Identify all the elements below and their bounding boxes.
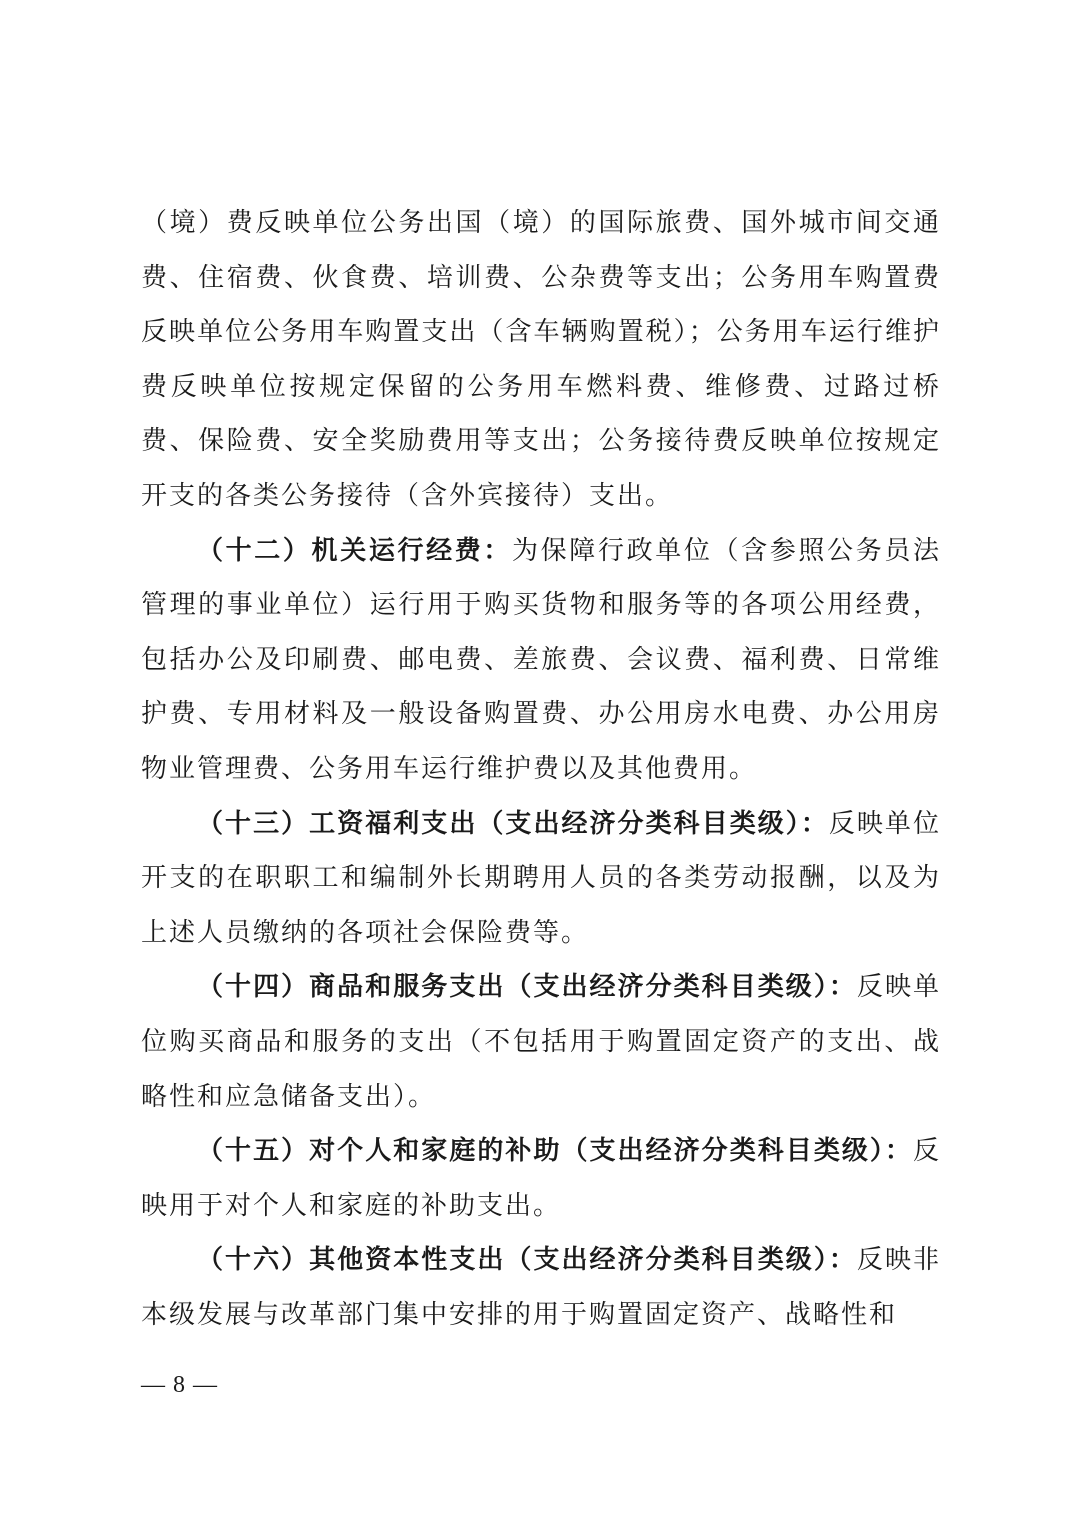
paragraph-section-15 (141, 1124, 941, 1233)
paragraph-text: （境）费反映单位公务出国（境）的国际旅费、国外城市间交通费、住宿费、伙食费、培训费、公杂费等支出；公务用车购置费反映单位公务用车购置支出（含车辆购置税）；公务用车运行维护费反映单位按规定保留的公务用车燃料费、维修费、过路过桥费、保险费、安全奖励费用等支出；公务接待费反映单位按规定开支的各类公务接待（含外宾接待）支出。 (141, 208, 941, 511)
paragraph-text: 反映单位购买商品和服务的支出（不包括用于购置固定资产的支出、战略性和应急储备支出）。 (141, 972, 941, 1112)
page-number: — 8 — (141, 1372, 218, 1398)
document-body (141, 196, 941, 1342)
paragraph-section-13 (141, 797, 941, 961)
paragraph-heading: （十四）商品和服务支出（支出经济分类科目类级）： (197, 972, 857, 1003)
paragraph-text: 反映用于对个人和家庭的补助支出。 (141, 1136, 941, 1221)
paragraph-section-16 (141, 1233, 941, 1342)
paragraph-text: 为保障行政单位（含参照公务员法管理的事业单位）运行用于购买货物和服务等的各项公用经费，包括办公及印刷费、邮电费、差旅费、会议费、福利费、日常维护费、专用材料及一般设备购置费、办公用房水电费、办公用房物业管理费、公务用车运行维护费以及其他费用。 (141, 535, 941, 784)
paragraph-heading: （十三）工资福利支出（支出经济分类科目类级）： (197, 808, 829, 839)
paragraph-text: 反映非本级发展与改革部门集中安排的用于购置固定资产、战略性和 (141, 1245, 941, 1330)
paragraph-heading: （十六）其他资本性支出（支出经济分类科目类级）： (197, 1245, 857, 1276)
paragraph-continuation (141, 196, 941, 524)
paragraph-section-12 (141, 524, 941, 797)
paragraph-heading: （十五）对个人和家庭的补助（支出经济分类科目类级）： (197, 1136, 913, 1167)
paragraph-section-14 (141, 960, 941, 1124)
paragraph-text: 反映单位开支的在职职工和编制外长期聘用人员的各类劳动报酬，以及为上述人员缴纳的各项社会保险费等。 (141, 808, 941, 948)
paragraph-heading: （十二）机关运行经费： (197, 535, 513, 566)
